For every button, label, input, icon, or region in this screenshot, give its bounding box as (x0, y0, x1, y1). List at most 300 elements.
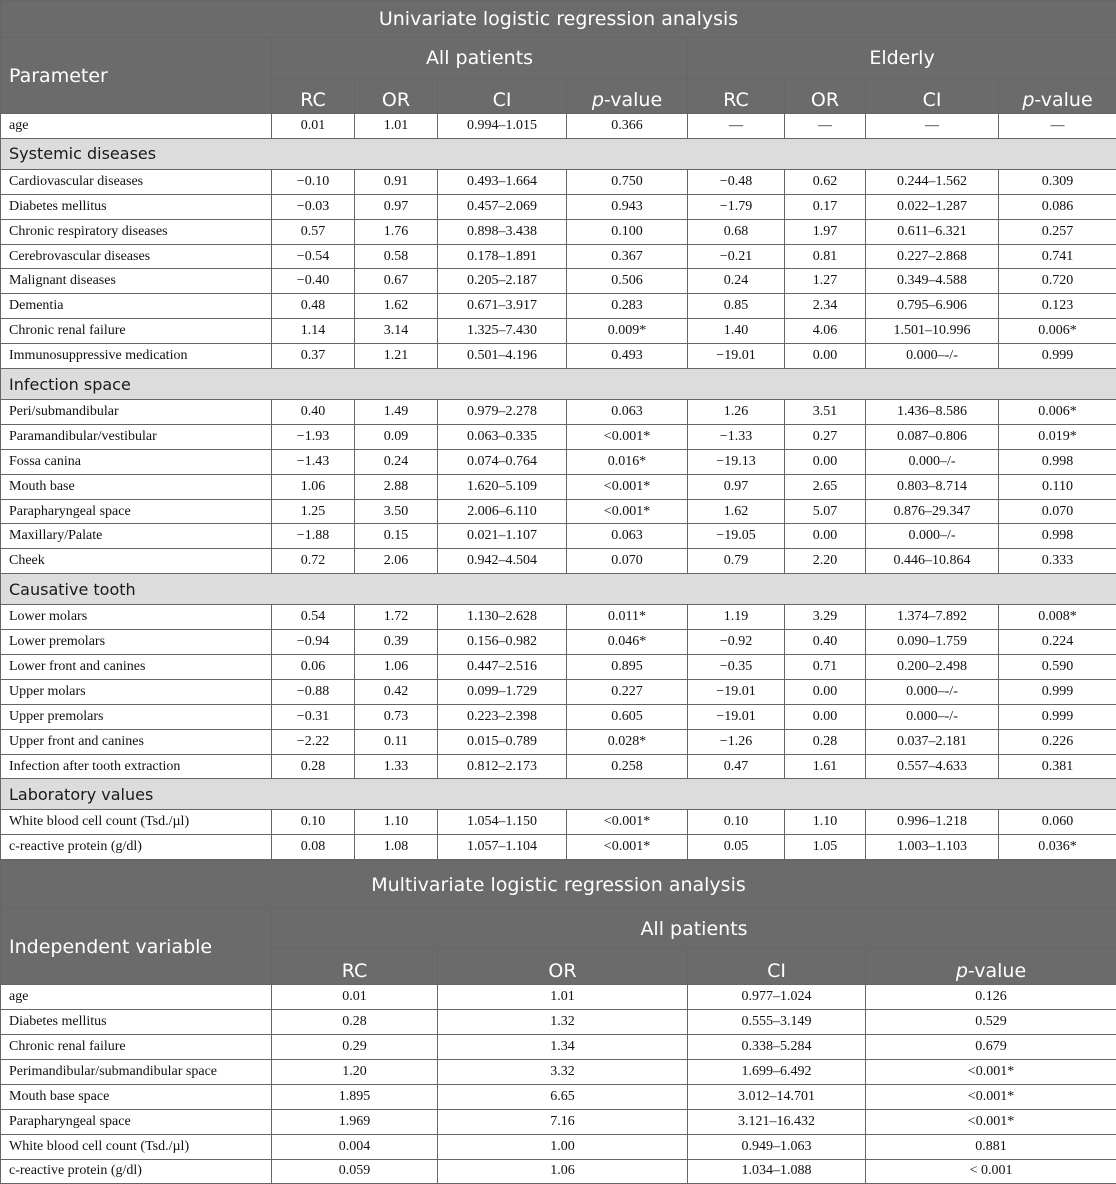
age-row (1, 114, 1116, 139)
row-label: age (1, 114, 272, 139)
p-all: 0.258 (567, 754, 688, 779)
table-row (1, 1159, 1116, 1184)
p-all: 0.009* (567, 319, 688, 344)
or-all: 3.50 (355, 499, 438, 524)
rc-all: −0.03 (272, 194, 355, 219)
or-all: 0.58 (355, 244, 438, 269)
table-row (1, 985, 1116, 1010)
p-italic: p (956, 960, 968, 982)
row-label: Upper molars (1, 679, 272, 704)
rc-all: −1.88 (272, 524, 355, 549)
p-elderly: 0.036* (999, 835, 1116, 860)
or: 3.32 (438, 1059, 688, 1084)
row-label: age (1, 985, 272, 1010)
rc: 0.01 (272, 985, 438, 1010)
ci-all: 2.006–6.110 (438, 499, 567, 524)
table-row (1, 549, 1116, 574)
ci: 0.949–1.063 (688, 1134, 866, 1159)
or-elderly: 0.17 (785, 194, 866, 219)
rc-elderly: −1.79 (688, 194, 785, 219)
rc-elderly: 0.79 (688, 549, 785, 574)
rc-all: 0.72 (272, 549, 355, 574)
p-elderly: 0.257 (999, 219, 1116, 244)
rc-elderly: −0.92 (688, 630, 785, 655)
ci-all: 1.325–7.430 (438, 319, 567, 344)
rc: 0.004 (272, 1134, 438, 1159)
table-row (1, 605, 1116, 630)
col-or-all: OR (355, 79, 438, 114)
p-all: 0.063 (567, 524, 688, 549)
ci-all: 0.994–1.015 (438, 114, 567, 139)
row-label: Fossa canina (1, 449, 272, 474)
p-all: <0.001* (567, 499, 688, 524)
table-row (1, 169, 1116, 194)
p-elderly: 0.110 (999, 474, 1116, 499)
table-row (1, 1059, 1116, 1084)
row-label: c-reactive protein (g/dl) (1, 835, 272, 860)
p-all: 0.943 (567, 194, 688, 219)
row-label: Lower molars (1, 605, 272, 630)
multivariate-body (1, 985, 1116, 1184)
or-elderly: 0.00 (785, 449, 866, 474)
variable-header: Independent variable (1, 909, 272, 985)
or-all: 0.67 (355, 269, 438, 294)
ci-all: 0.063–0.335 (438, 424, 567, 449)
rc-elderly: — (688, 114, 785, 139)
col-rc-elderly: RC (688, 79, 785, 114)
ci-all: 0.021–1.107 (438, 524, 567, 549)
or-elderly: 5.07 (785, 499, 866, 524)
table-row (1, 524, 1116, 549)
or-all: 1.33 (355, 754, 438, 779)
table-row (1, 729, 1116, 754)
rc-all: 0.06 (272, 655, 355, 680)
or-all: 0.42 (355, 679, 438, 704)
p-elderly: 0.333 (999, 549, 1116, 574)
ci-all: 0.501–4.196 (438, 344, 567, 369)
rc-elderly: −0.48 (688, 169, 785, 194)
rc-all: −0.40 (272, 269, 355, 294)
p-value: 0.529 (866, 1010, 1116, 1035)
rc-all: −0.54 (272, 244, 355, 269)
row-label: Diabetes mellitus (1, 1010, 272, 1035)
p-elderly: 0.999 (999, 704, 1116, 729)
or-all: 1.49 (355, 400, 438, 425)
ci-elderly: 0.996–1.218 (866, 810, 999, 835)
table-row (1, 835, 1116, 860)
ci-all: 0.812–2.173 (438, 754, 567, 779)
all-patients-header: All patients (272, 38, 688, 79)
rc-all: −0.31 (272, 704, 355, 729)
rc-elderly: −0.21 (688, 244, 785, 269)
rc-elderly: 0.97 (688, 474, 785, 499)
p-all: 0.227 (567, 679, 688, 704)
p-value: 0.881 (866, 1134, 1116, 1159)
table-row (1, 424, 1116, 449)
mv-col-p (866, 949, 1116, 985)
row-label: White blood cell count (Tsd./µl) (1, 1134, 272, 1159)
or-elderly: 4.06 (785, 319, 866, 344)
rc: 1.969 (272, 1109, 438, 1134)
ci-all: 0.447–2.516 (438, 655, 567, 680)
table-row (1, 704, 1116, 729)
ci-elderly: 0.000–-/- (866, 344, 999, 369)
univariate-body (1, 114, 1116, 860)
rc: 1.895 (272, 1084, 438, 1109)
or: 1.34 (438, 1035, 688, 1060)
p-all: <0.001* (567, 835, 688, 860)
rc-all: 0.48 (272, 294, 355, 319)
or-elderly: 3.51 (785, 400, 866, 425)
mv-all-patients-header: All patients (272, 909, 1116, 949)
table-row (1, 1035, 1116, 1060)
p-all: 0.493 (567, 344, 688, 369)
ci-all: 0.898–3.438 (438, 219, 567, 244)
or-elderly: 0.71 (785, 655, 866, 680)
table-row (1, 294, 1116, 319)
or-all: 2.06 (355, 549, 438, 574)
row-label: Paramandibular/vestibular (1, 424, 272, 449)
rc-all: −1.93 (272, 424, 355, 449)
row-label: Cheek (1, 549, 272, 574)
or-elderly: 0.40 (785, 630, 866, 655)
or-elderly: 0.28 (785, 729, 866, 754)
ci-all: 0.156–0.982 (438, 630, 567, 655)
ci-elderly: 0.446–10.864 (866, 549, 999, 574)
ci-all: 1.057–1.104 (438, 835, 567, 860)
p-elderly: 0.381 (999, 754, 1116, 779)
multivariate-title: Multivariate logistic regression analysis (1, 861, 1116, 909)
rc-elderly: 1.40 (688, 319, 785, 344)
ci-elderly: 0.876–29.347 (866, 499, 999, 524)
or-all: 0.73 (355, 704, 438, 729)
table-row (1, 344, 1116, 369)
row-label: Immunosuppressive medication (1, 344, 272, 369)
or: 1.32 (438, 1010, 688, 1035)
rc-all: −0.94 (272, 630, 355, 655)
row-label: Lower premolars (1, 630, 272, 655)
or-elderly: 3.29 (785, 605, 866, 630)
or-all: 0.97 (355, 194, 438, 219)
p-all: 0.895 (567, 655, 688, 680)
ci-elderly: 1.501–10.996 (866, 319, 999, 344)
p-all: 0.011* (567, 605, 688, 630)
p-all: 0.100 (567, 219, 688, 244)
p-elderly: 0.309 (999, 169, 1116, 194)
ci-all: 0.015–0.789 (438, 729, 567, 754)
ci-all: 0.942–4.504 (438, 549, 567, 574)
rc: 0.059 (272, 1159, 438, 1184)
col-or-elderly: OR (785, 79, 866, 114)
ci-all: 0.205–2.187 (438, 269, 567, 294)
rc-all: −0.88 (272, 679, 355, 704)
elderly-header: Elderly (688, 38, 1116, 79)
ci-elderly: 1.374–7.892 (866, 605, 999, 630)
p-all: 0.367 (567, 244, 688, 269)
parameter-header: Parameter (1, 38, 272, 114)
or-elderly: 0.62 (785, 169, 866, 194)
p-value: 0.679 (866, 1035, 1116, 1060)
p-all: 0.070 (567, 549, 688, 574)
p-elderly: 0.086 (999, 194, 1116, 219)
p-value: <0.001* (866, 1059, 1116, 1084)
or: 1.01 (438, 985, 688, 1010)
section-header (1, 574, 1116, 605)
p-all: 0.028* (567, 729, 688, 754)
ci-elderly: 0.795–6.906 (866, 294, 999, 319)
ci-all: 0.457–2.069 (438, 194, 567, 219)
rc-elderly: −19.01 (688, 704, 785, 729)
p-italic: p (1022, 89, 1034, 111)
rc-elderly: −19.01 (688, 679, 785, 704)
mv-col-or: OR (438, 949, 688, 985)
table-row (1, 1084, 1116, 1109)
rc: 0.28 (272, 1010, 438, 1035)
or-elderly: 2.65 (785, 474, 866, 499)
p-all: <0.001* (567, 810, 688, 835)
col-ci-elderly: CI (866, 79, 999, 114)
row-label: Infection after tooth extraction (1, 754, 272, 779)
or-elderly: — (785, 114, 866, 139)
row-label: Malignant diseases (1, 269, 272, 294)
or-all: 0.91 (355, 169, 438, 194)
rc-elderly: 0.05 (688, 835, 785, 860)
row-label: Chronic renal failure (1, 1035, 272, 1060)
row-label: Chronic renal failure (1, 319, 272, 344)
row-label: c-reactive protein (g/dl) (1, 1159, 272, 1184)
table-row (1, 449, 1116, 474)
row-label: Diabetes mellitus (1, 194, 272, 219)
p-elderly: 0.999 (999, 679, 1116, 704)
rc-elderly: −19.01 (688, 344, 785, 369)
or-elderly: 1.61 (785, 754, 866, 779)
p-all: 0.366 (567, 114, 688, 139)
p-elderly: 0.008* (999, 605, 1116, 630)
rc-all: 0.10 (272, 810, 355, 835)
p-all: 0.046* (567, 630, 688, 655)
p-all: 0.750 (567, 169, 688, 194)
p-italic: p (592, 89, 604, 111)
ci-elderly: 0.349–4.588 (866, 269, 999, 294)
rc-elderly: −0.35 (688, 655, 785, 680)
p-elderly: 0.999 (999, 344, 1116, 369)
p-all: 0.283 (567, 294, 688, 319)
or: 7.16 (438, 1109, 688, 1134)
p-elderly: 0.226 (999, 729, 1116, 754)
ci: 0.555–3.149 (688, 1010, 866, 1035)
p-elderly: 0.998 (999, 524, 1116, 549)
ci-elderly: 0.022–1.287 (866, 194, 999, 219)
ci-all: 1.054–1.150 (438, 810, 567, 835)
table-row (1, 269, 1116, 294)
p-suffix: -value (968, 960, 1026, 982)
ci-all: 0.223–2.398 (438, 704, 567, 729)
or-elderly: 1.10 (785, 810, 866, 835)
or-all: 3.14 (355, 319, 438, 344)
mv-col-rc: RC (272, 949, 438, 985)
rc-all: 0.54 (272, 605, 355, 630)
or-all: 1.76 (355, 219, 438, 244)
rc-all: −0.10 (272, 169, 355, 194)
or-elderly: 2.20 (785, 549, 866, 574)
col-rc-all: RC (272, 79, 355, 114)
row-label: Dementia (1, 294, 272, 319)
or-all: 1.72 (355, 605, 438, 630)
rc-elderly: 0.68 (688, 219, 785, 244)
or-elderly: 1.97 (785, 219, 866, 244)
table-row (1, 1109, 1116, 1134)
ci-elderly: 0.200–2.498 (866, 655, 999, 680)
rc-all: 1.06 (272, 474, 355, 499)
ci-elderly: 0.227–2.868 (866, 244, 999, 269)
ci: 1.034–1.088 (688, 1159, 866, 1184)
ci-elderly: 0.611–6.321 (866, 219, 999, 244)
ci-all: 1.130–2.628 (438, 605, 567, 630)
p-value: < 0.001 (866, 1159, 1116, 1184)
p-value: 0.126 (866, 985, 1116, 1010)
ci-elderly: 0.000–-/- (866, 679, 999, 704)
ci-all: 0.671–3.917 (438, 294, 567, 319)
row-label: Chronic respiratory diseases (1, 219, 272, 244)
ci-elderly: — (866, 114, 999, 139)
p-all: <0.001* (567, 424, 688, 449)
p-elderly: 0.998 (999, 449, 1116, 474)
row-label: Parapharyngeal space (1, 1109, 272, 1134)
p-all: 0.506 (567, 269, 688, 294)
rc-all: 1.14 (272, 319, 355, 344)
rc-elderly: 1.26 (688, 400, 785, 425)
p-elderly: 0.741 (999, 244, 1116, 269)
table-row (1, 319, 1116, 344)
row-label: Peri/submandibular (1, 400, 272, 425)
row-label: Mouth base space (1, 1084, 272, 1109)
p-elderly: — (999, 114, 1116, 139)
rc-all: −2.22 (272, 729, 355, 754)
section-header (1, 138, 1116, 169)
or-all: 0.09 (355, 424, 438, 449)
univariate-title: Univariate logistic regression analysis (1, 1, 1116, 38)
ci-all: 0.979–2.278 (438, 400, 567, 425)
table-row (1, 655, 1116, 680)
section-title: Systemic diseases (1, 138, 1116, 169)
ci-elderly: 0.000–/- (866, 449, 999, 474)
ci-all: 0.493–1.664 (438, 169, 567, 194)
table-row (1, 400, 1116, 425)
rc-elderly: 1.62 (688, 499, 785, 524)
section-title: Infection space (1, 369, 1116, 400)
table-row (1, 219, 1116, 244)
ci-elderly: 0.803–8.714 (866, 474, 999, 499)
p-elderly: 0.019* (999, 424, 1116, 449)
ci: 1.699–6.492 (688, 1059, 866, 1084)
p-suffix: -value (604, 89, 662, 111)
or-elderly: 0.81 (785, 244, 866, 269)
or: 1.00 (438, 1134, 688, 1159)
p-elderly: 0.070 (999, 499, 1116, 524)
col-p-elderly (999, 79, 1116, 114)
p-all: 0.605 (567, 704, 688, 729)
ci-elderly: 0.090–1.759 (866, 630, 999, 655)
table-row (1, 1134, 1116, 1159)
rc-elderly: −1.33 (688, 424, 785, 449)
section-title: Causative tooth (1, 574, 1116, 605)
p-value: <0.001* (866, 1109, 1116, 1134)
row-label: Perimandibular/submandibular space (1, 1059, 272, 1084)
table-row (1, 1010, 1116, 1035)
rc-all: 0.28 (272, 754, 355, 779)
rc-elderly: −19.13 (688, 449, 785, 474)
or-all: 1.01 (355, 114, 438, 139)
p-elderly: 0.006* (999, 319, 1116, 344)
p-all: <0.001* (567, 474, 688, 499)
p-elderly: 0.123 (999, 294, 1116, 319)
rc: 1.20 (272, 1059, 438, 1084)
ci-elderly: 0.244–1.562 (866, 169, 999, 194)
col-ci-all: CI (438, 79, 567, 114)
section-header (1, 369, 1116, 400)
rc-elderly: 0.47 (688, 754, 785, 779)
rc-all: 0.01 (272, 114, 355, 139)
p-value: <0.001* (866, 1084, 1116, 1109)
rc-elderly: 0.24 (688, 269, 785, 294)
ci-elderly: 0.087–0.806 (866, 424, 999, 449)
p-all: 0.016* (567, 449, 688, 474)
or-all: 0.11 (355, 729, 438, 754)
table-row (1, 244, 1116, 269)
p-elderly: 0.720 (999, 269, 1116, 294)
ci: 3.121–16.432 (688, 1109, 866, 1134)
or-elderly: 0.27 (785, 424, 866, 449)
rc-all: −1.43 (272, 449, 355, 474)
rc-all: 0.37 (272, 344, 355, 369)
ci-elderly: 0.000–/- (866, 524, 999, 549)
or: 6.65 (438, 1084, 688, 1109)
ci-all: 1.620–5.109 (438, 474, 567, 499)
ci: 0.338–5.284 (688, 1035, 866, 1060)
ci-all: 0.099–1.729 (438, 679, 567, 704)
rc-all: 1.25 (272, 499, 355, 524)
rc-elderly: −19.05 (688, 524, 785, 549)
or-all: 1.21 (355, 344, 438, 369)
or-all: 1.06 (355, 655, 438, 680)
table-row (1, 499, 1116, 524)
p-elderly: 0.224 (999, 630, 1116, 655)
p-all: 0.063 (567, 400, 688, 425)
ci-all: 0.074–0.764 (438, 449, 567, 474)
rc-elderly: 0.85 (688, 294, 785, 319)
p-suffix: -value (1034, 89, 1092, 111)
rc: 0.29 (272, 1035, 438, 1060)
or-elderly: 2.34 (785, 294, 866, 319)
or-elderly: 1.05 (785, 835, 866, 860)
rc-all: 0.40 (272, 400, 355, 425)
or-elderly: 0.00 (785, 344, 866, 369)
table-row (1, 474, 1116, 499)
table-row (1, 810, 1116, 835)
or-elderly: 1.27 (785, 269, 866, 294)
col-p-all (567, 79, 688, 114)
ci-elderly: 0.557–4.633 (866, 754, 999, 779)
ci: 0.977–1.024 (688, 985, 866, 1010)
section-title: Laboratory values (1, 779, 1116, 810)
multivariate-table (0, 860, 1116, 1184)
or-all: 1.62 (355, 294, 438, 319)
or: 1.06 (438, 1159, 688, 1184)
or-elderly: 0.00 (785, 679, 866, 704)
row-label: White blood cell count (Tsd./µl) (1, 810, 272, 835)
row-label: Mouth base (1, 474, 272, 499)
or-all: 0.15 (355, 524, 438, 549)
